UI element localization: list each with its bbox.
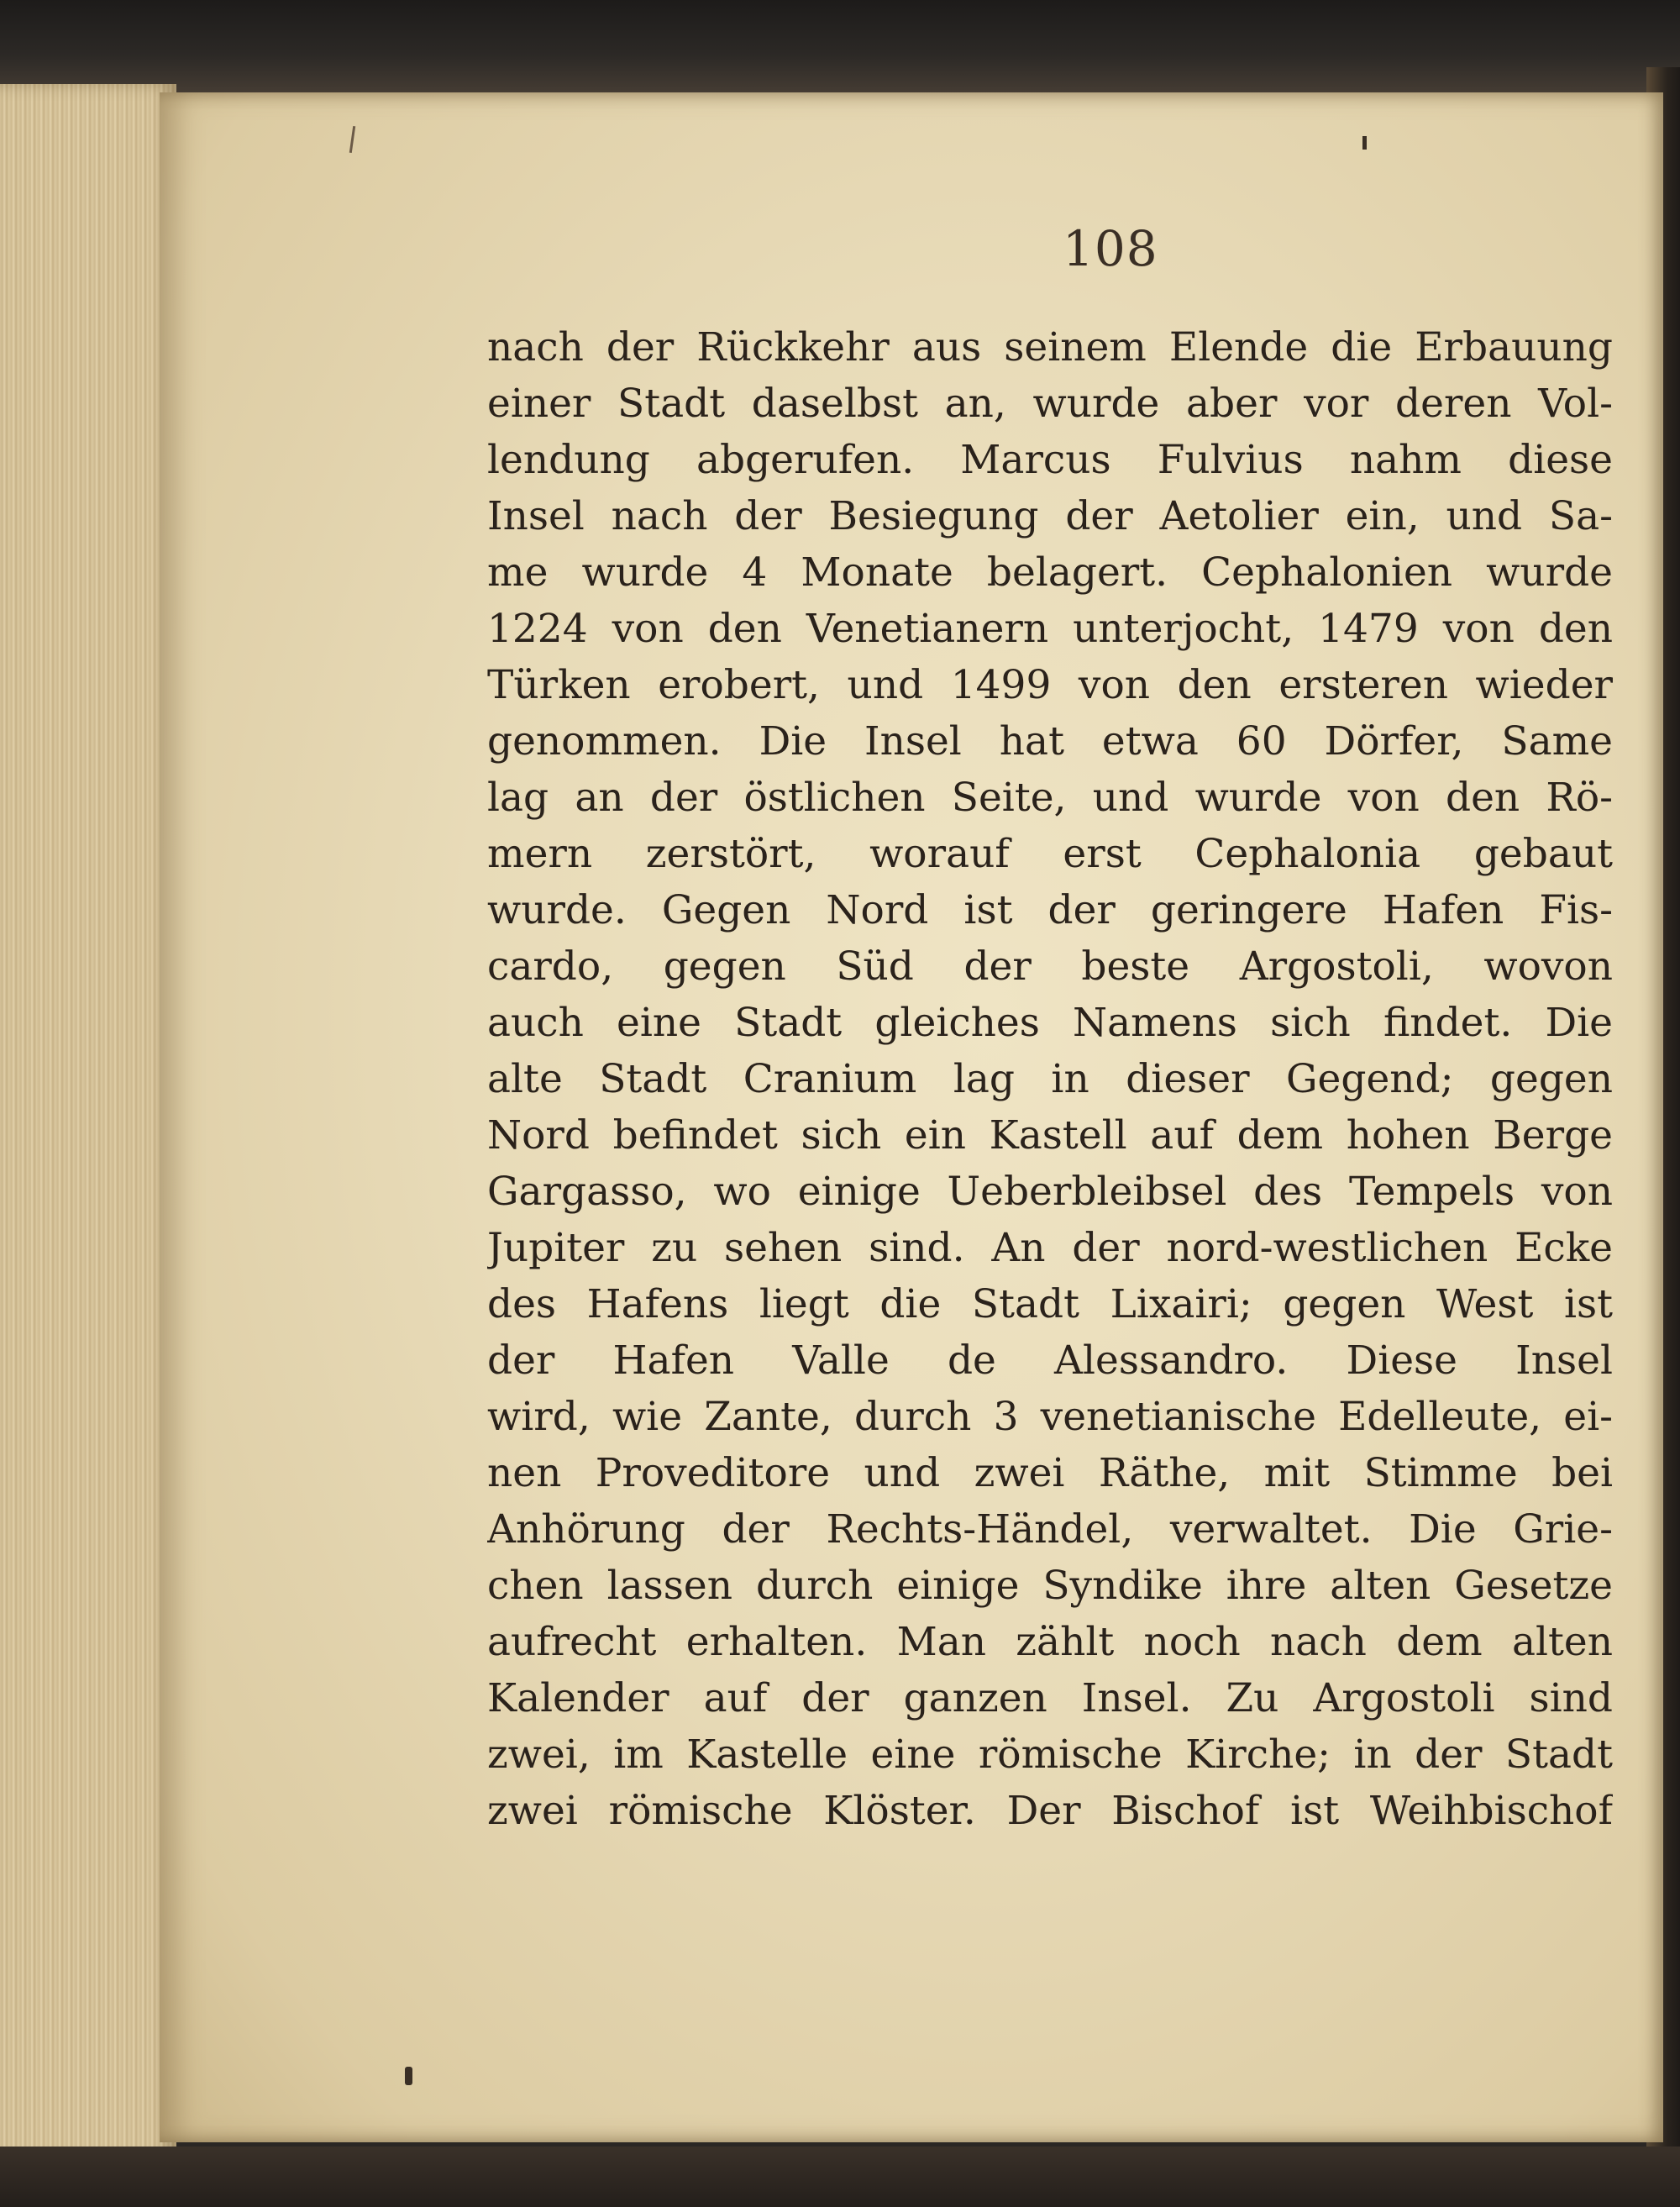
text-line: Nord befindet sich ein Kastell auf dem hohen Berge: [487, 1112, 1613, 1159]
text-line: des Hafens liegt die Stadt Lixairi; gegen West ist: [487, 1281, 1613, 1327]
text-line: lag an der östlichen Seite, und wurde von den Rö-: [487, 775, 1613, 821]
text-line: genommen. Die Insel hat etwa 60 Dörfer, Same: [487, 718, 1613, 765]
text-line: zwei römische Klöster. Der Bischof ist Weihbischof: [487, 1788, 1613, 1834]
text-line: zwei, im Kastelle eine römische Kirche; in der Stadt: [487, 1731, 1613, 1778]
text-line: nen Proveditore und zwei Räthe, mit Stimme bei: [487, 1450, 1613, 1496]
text-line: Insel nach der Besiegung der Aetolier ein, und Sa-: [487, 493, 1613, 539]
text-line: Jupiter zu sehen sind. An der nord-westlichen Ecke: [487, 1225, 1613, 1271]
text-line: Kalender auf der ganzen Insel. Zu Argostoli sind: [487, 1675, 1613, 1721]
text-line: me wurde 4 Monate belagert. Cephalonien wurde: [487, 549, 1613, 596]
text-line: alte Stadt Cranium lag in dieser Gegend; gegen: [487, 1056, 1613, 1102]
text-line: lendung abgerufen. Marcus Fulvius nahm diese: [487, 437, 1613, 483]
text-line: einer Stadt daselbst an, wurde aber vor deren Vol-: [487, 381, 1613, 427]
body-text: [487, 319, 1613, 1839]
text-line: cardo, gegen Süd der beste Argostoli, wovon: [487, 943, 1613, 990]
page-number: 108: [1063, 220, 1158, 277]
text-line: 1224 von den Venetianern unterjocht, 1479 von den: [487, 606, 1613, 652]
text-line: mern zerstört, worauf erst Cephalonia gebaut: [487, 831, 1613, 877]
ink-mark: [1362, 136, 1367, 150]
text-line: chen lassen durch einige Syndike ihre alten Gesetze: [487, 1563, 1613, 1609]
ink-mark: [405, 2067, 412, 2085]
book-cover-edge: [0, 0, 1680, 101]
text-line: Türken erobert, und 1499 von den ersteren wieder: [487, 662, 1613, 708]
text-line: nach der Rückkehr aus seinem Elende die Erbauung: [487, 324, 1613, 370]
book-bottom-edge: [0, 2147, 1680, 2207]
text-line: wurde. Gegen Nord ist der geringere Hafen Fis-: [487, 887, 1613, 933]
text-line: Anhörung der Rechts-Händel, verwaltet. Die Grie-: [487, 1506, 1613, 1553]
text-line: wird, wie Zante, durch 3 venetianische Edelleute, ei-: [487, 1394, 1613, 1440]
page-stack-edges: [0, 84, 176, 2207]
text-line: auch eine Stadt gleiches Namens sich findet. Die: [487, 1000, 1613, 1046]
text-line: der Hafen Valle de Alessandro. Diese Insel: [487, 1337, 1613, 1384]
text-line: Gargasso, wo einige Ueberbleibsel des Tempels von: [487, 1169, 1613, 1215]
text-line: aufrecht erhalten. Man zählt noch nach dem alten: [487, 1619, 1613, 1665]
